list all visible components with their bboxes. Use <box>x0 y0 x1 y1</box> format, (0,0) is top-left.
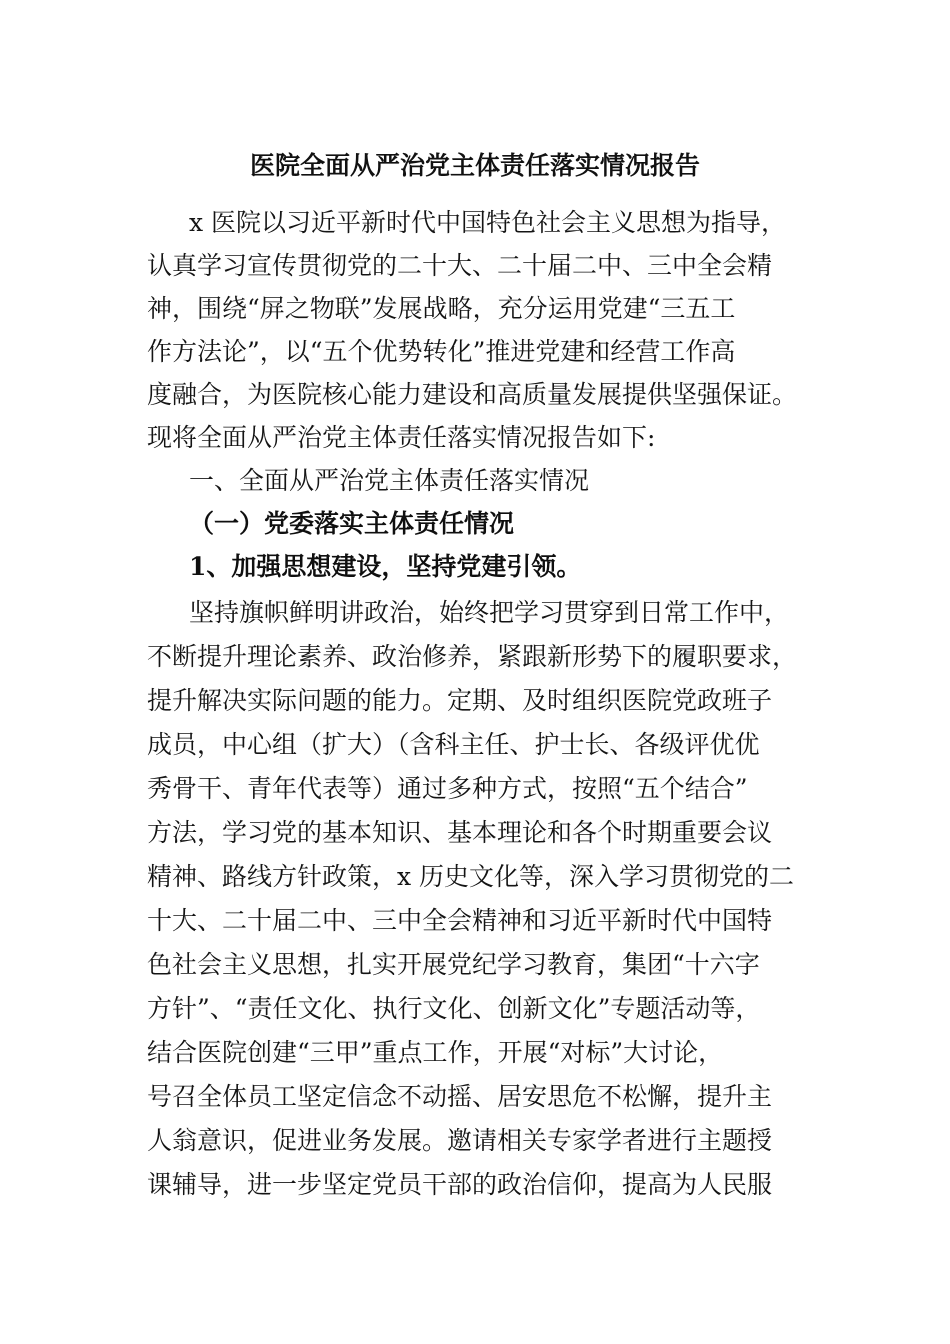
intro-line: 神，围绕“屏之物联”发展战略，充分运用党建“三五工 <box>147 294 736 323</box>
intro-line: 现将全面从严治党主体责任落实情况报告如下: <box>147 423 656 452</box>
body-line: 精神、路线方针政策，x 历史文化等，深入学习贯彻党的二 <box>147 862 795 891</box>
intro-line: x 医院以习近平新时代中国特色社会主义思想为指导， <box>189 208 787 237</box>
subsection-heading: （一）党委落实主体责任情况 <box>189 509 515 538</box>
intro-line: 度融合，为医院核心能力建设和高质量发展提供坚强保证。 <box>147 380 798 409</box>
item-heading: 1、加强思想建设，坚持党建引领。 <box>189 552 582 581</box>
body-line: 色社会主义思想，扎实开展党纪学习教育，集团“十六字 <box>147 950 760 979</box>
body-line: 十大、二十届二中、三中全会精神和习近平新时代中国特 <box>147 906 773 935</box>
body-line: 方法，学习党的基本知识、基本理论和各个时期重要会议 <box>147 818 773 847</box>
intro-line: 认真学习宣传贯彻党的二十大、二十届二中、三中全会精 <box>147 251 773 280</box>
body-line: 课辅导，进一步坚定党员干部的政治信仰，提高为人民服 <box>147 1170 773 1199</box>
body-line: 方针”、“责任文化、执行文化、创新文化”专题活动等， <box>147 994 761 1023</box>
intro-line: 作方法论”，以“五个优势转化”推进党建和经营工作高 <box>147 337 736 366</box>
body-line: 提升解决实际问题的能力。定期、及时组织医院党政班子 <box>147 686 773 715</box>
body-line: 成员，中心组（扩大）（含科主任、护士长、各级评优优 <box>147 730 760 759</box>
section-heading: 一、全面从严治党主体责任落实情况 <box>189 466 590 495</box>
body-line: 坚持旗帜鲜明讲政治，始终把学习贯穿到日常工作中， <box>189 598 790 627</box>
body-line: 号召全体员工坚定信念不动摇、居安思危不松懈，提升主 <box>147 1082 773 1111</box>
body-line: 人翁意识，促进业务发展。邀请相关专家学者进行主题授 <box>147 1126 773 1155</box>
body-line: 不断提升理论素养、政治修养，紧跟新形势下的履职要求， <box>147 642 798 671</box>
body-line: 结合医院创建“三甲”重点工作，开展“对标”大讨论， <box>147 1038 724 1067</box>
body-line: 秀骨干、青年代表等）通过多种方式，按照“五个结合” <box>147 774 748 803</box>
document-title: 医院全面从严治党主体责任落实情况报告 <box>249 151 700 180</box>
